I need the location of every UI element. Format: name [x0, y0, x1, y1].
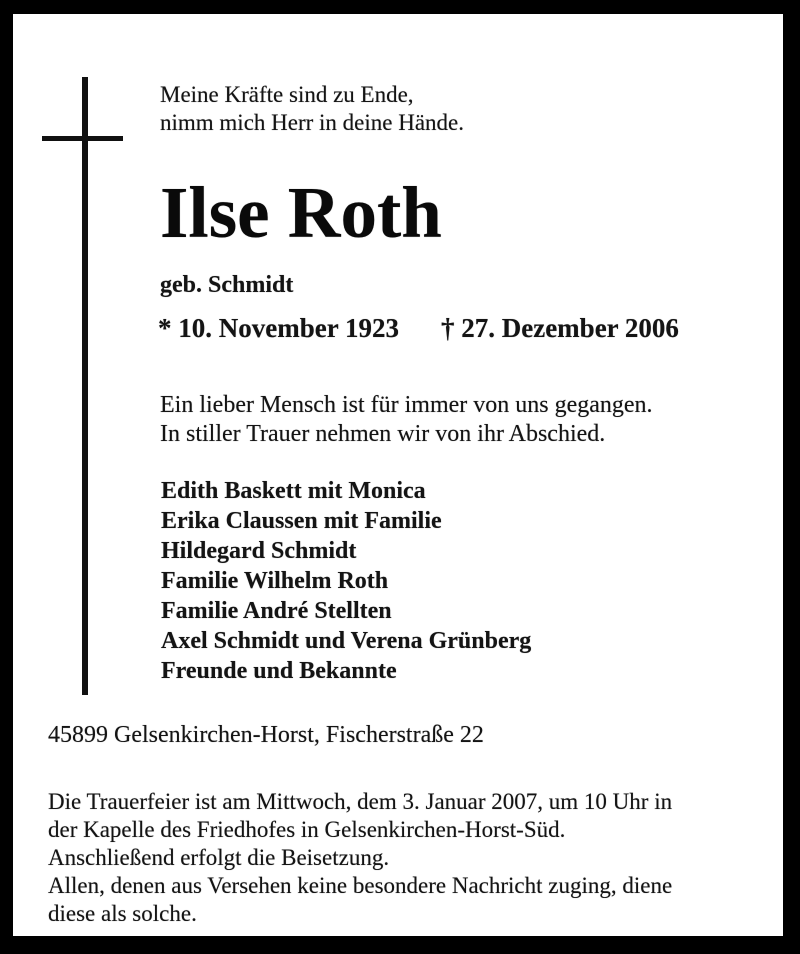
mourner-item: Axel Schmidt und Verena Grünberg: [161, 628, 532, 654]
funeral-info-line: Die Trauerfeier ist am Mittwoch, dem 3. Januar 2007, um 10 Uhr in: [48, 789, 673, 814]
death-dagger-symbol: †: [440, 313, 455, 343]
farewell-text: [160, 391, 653, 449]
birth-date: [158, 313, 399, 343]
death-notice: [13, 14, 783, 936]
mourner-item: Freunde und Bekannte: [161, 658, 397, 684]
funeral-info-line: Anschließend erfolgt die Beisetzung.: [48, 845, 390, 870]
deceased-name: Ilse Roth: [160, 172, 442, 253]
maiden-name: geb. Schmidt: [160, 272, 294, 298]
cross-vertical-bar: [82, 77, 88, 695]
death-date-text: 27. Dezember 2006: [461, 313, 679, 343]
mourner-item: Erika Claussen mit Familie: [161, 508, 442, 534]
memorial-verse: [160, 81, 464, 137]
funeral-info-line: Allen, denen aus Versehen keine besondere Nachricht zuging, diene: [48, 873, 673, 898]
farewell-line-1: Ein lieber Mensch ist für immer von uns gegangen.: [160, 392, 653, 418]
birth-date-text: 10. November 1923: [178, 313, 399, 343]
mourner-item: Familie Wilhelm Roth: [161, 568, 389, 594]
mourner-item: Edith Baskett mit Monica: [161, 478, 426, 504]
verse-line-1: Meine Kräfte sind zu Ende,: [160, 82, 414, 107]
mourner-item: Hildegard Schmidt: [161, 538, 357, 564]
funeral-info-line: diese als solche.: [48, 901, 197, 926]
farewell-line-2: In stiller Trauer nehmen wir von ihr Abschied.: [160, 421, 606, 447]
cross-horizontal-bar: [42, 136, 123, 141]
life-dates: [158, 315, 679, 342]
funeral-information: [48, 788, 672, 928]
funeral-info-line: der Kapelle des Friedhofes in Gelsenkirchen-Horst-Süd.: [48, 817, 566, 842]
birth-star-symbol: *: [158, 313, 172, 343]
mourner-item: Familie André Stellten: [161, 598, 392, 624]
death-date: [441, 313, 679, 343]
address-line: 45899 Gelsenkirchen-Horst, Fischerstraße 22: [48, 722, 484, 748]
verse-line-2: nimm mich Herr in deine Hände.: [160, 110, 465, 135]
mourners-list: [161, 476, 531, 686]
